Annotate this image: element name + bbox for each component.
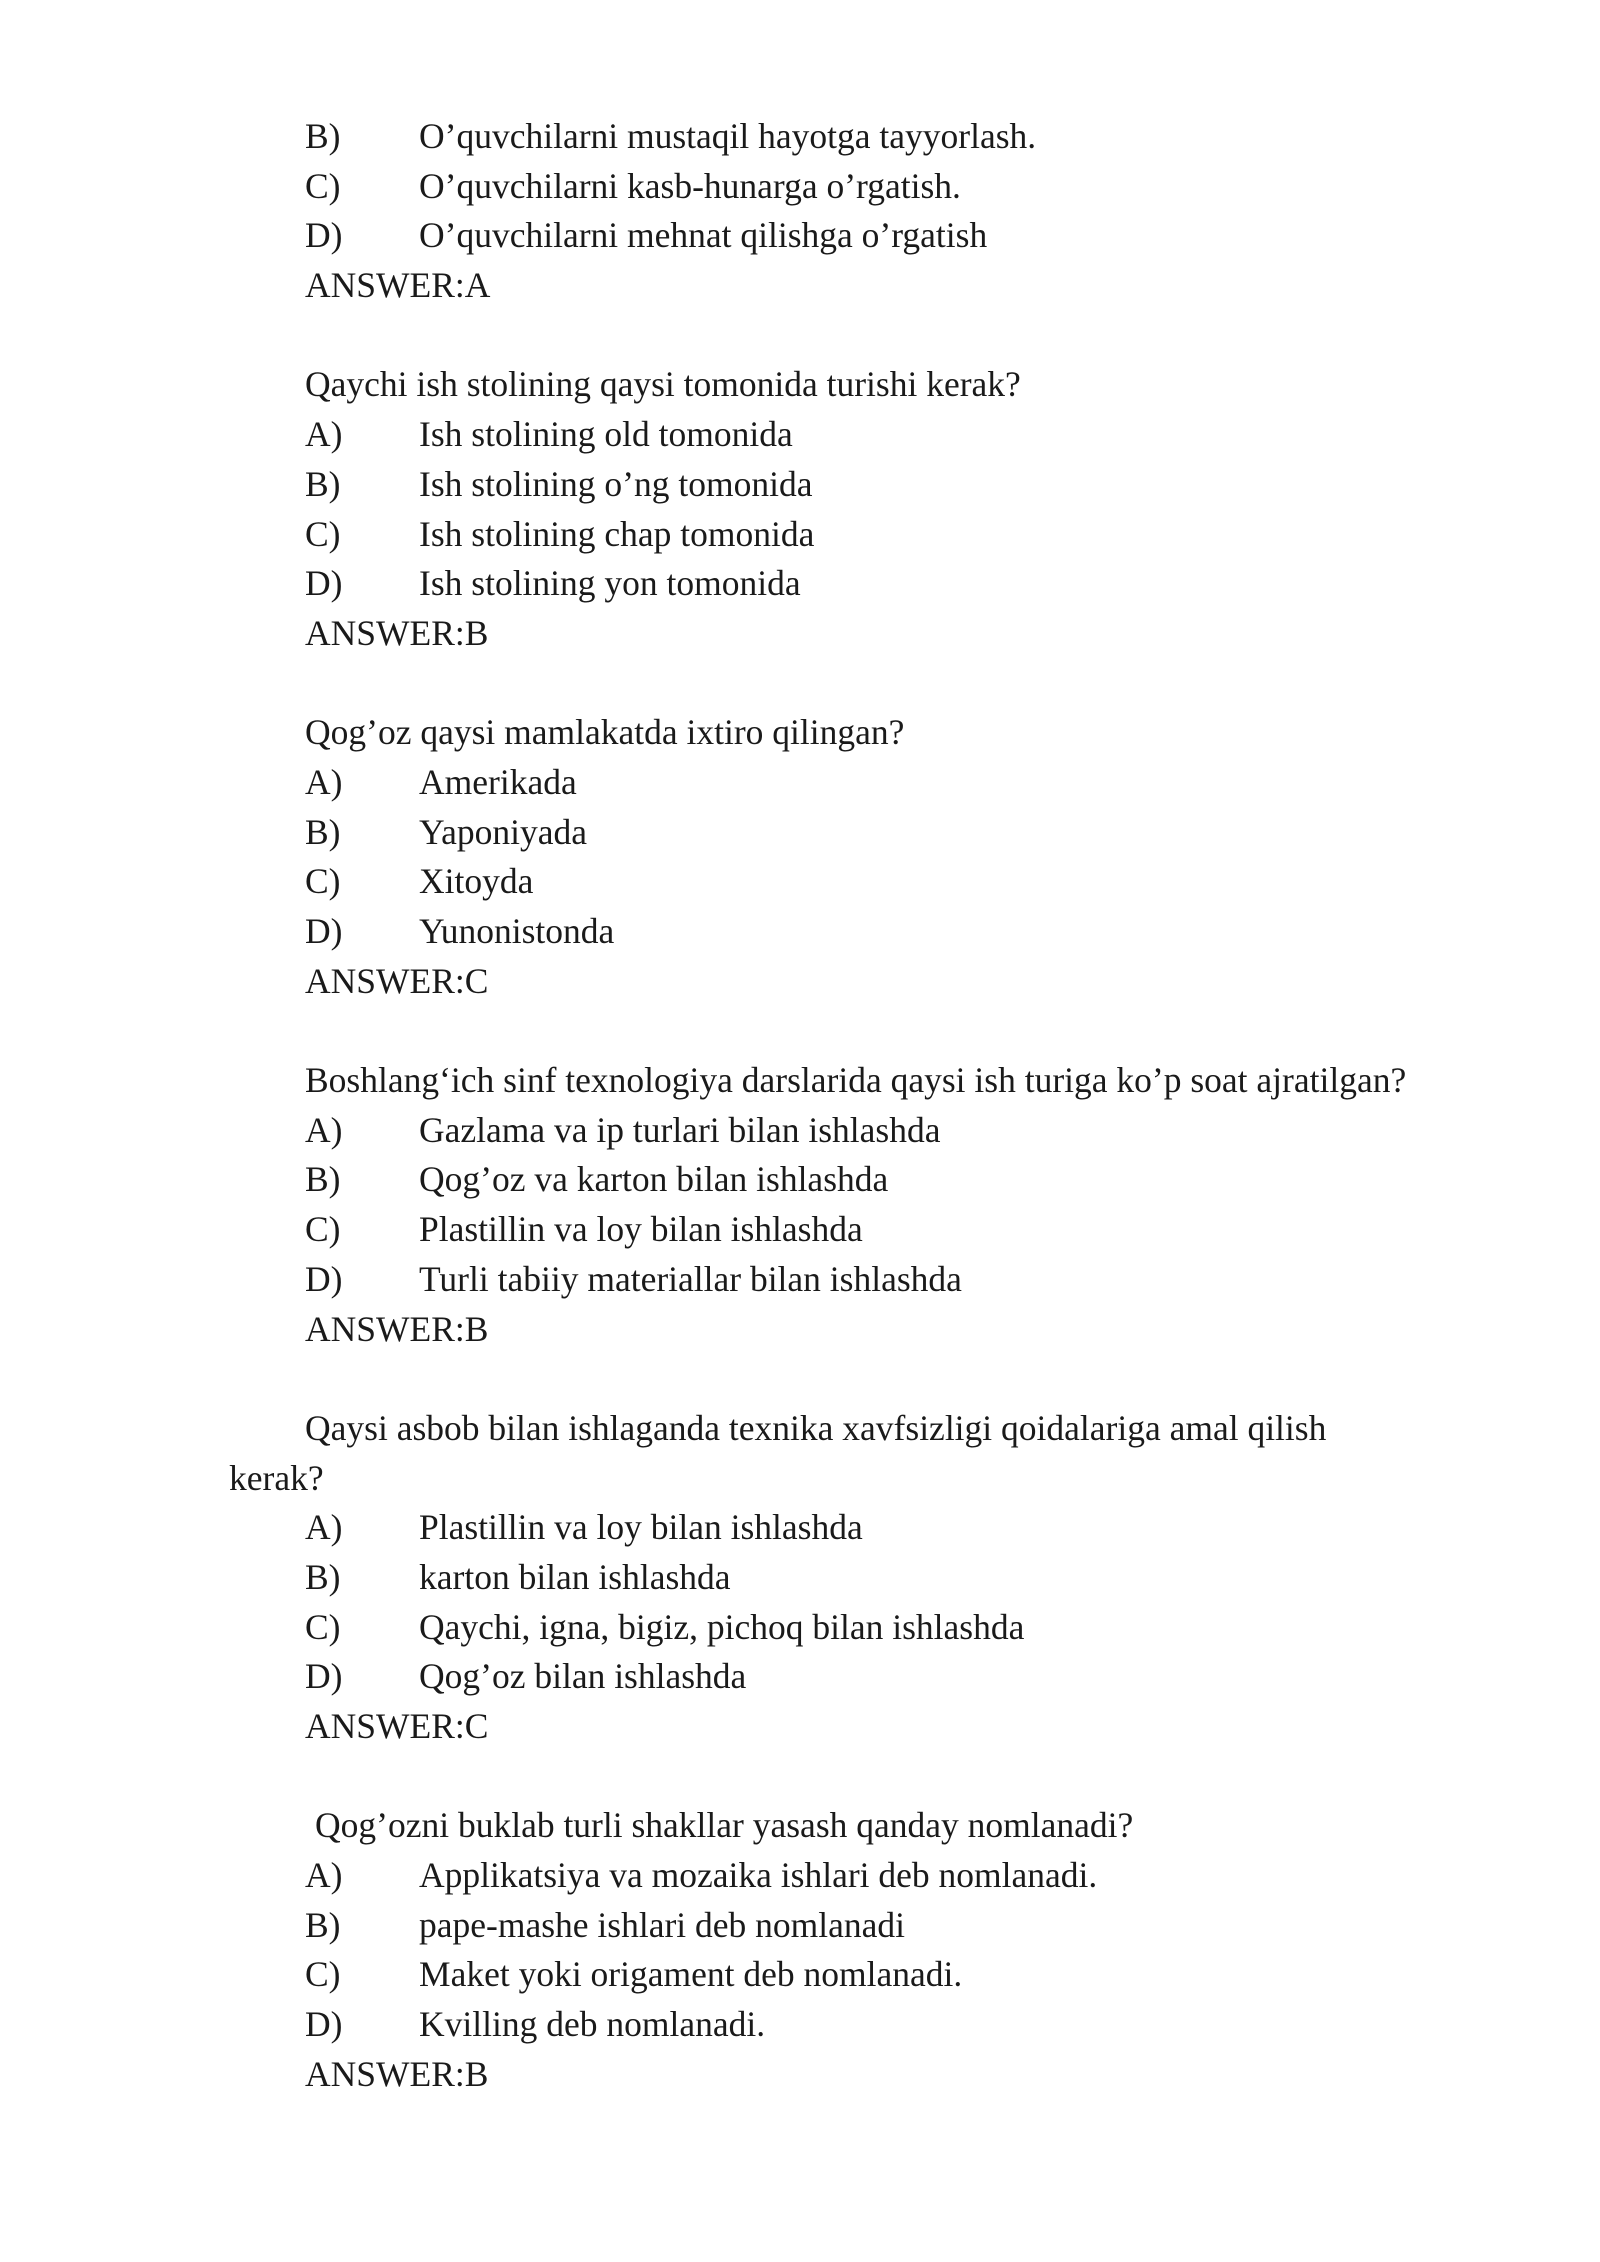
option-letter: A): [305, 761, 343, 802]
option-row: [229, 1155, 1529, 1205]
option-row: [229, 1652, 1529, 1702]
option-letter: B): [305, 463, 341, 504]
option-row: [229, 1950, 1529, 2000]
spacer: [229, 659, 1529, 709]
question-text: Boshlang‘ich sinf texnologiya darslarida qaysi ish turiga ko’p soat ajratilgan?: [305, 1060, 1407, 1101]
option-text: Yunonistonda: [419, 911, 615, 951]
question-text: Qog’ozni buklab turli shakllar yasash qanday nomlanadi?: [315, 1805, 1134, 1846]
question-block: [229, 360, 1529, 658]
option-letter: D): [305, 215, 343, 256]
option-letter: B): [305, 116, 341, 156]
option-row: [229, 1851, 1529, 1901]
spacer: [229, 311, 1529, 361]
option-text: Ish stolining o’ng tomonida: [419, 463, 813, 504]
option-row: [229, 559, 1529, 609]
option-row: [229, 1205, 1529, 1255]
option-letter: D): [305, 1656, 343, 1697]
option-row: [229, 1255, 1529, 1305]
answer-line: ANSWER:B: [305, 2053, 489, 2094]
option-row: [229, 1503, 1529, 1553]
option-letter: A): [305, 1109, 343, 1150]
question-block: [229, 1404, 1529, 1752]
option-letter: C): [305, 513, 341, 554]
question-text-line-1: Qaysi asbob bilan ishlaganda texnika xavfsizligi qoidalariga amal qilish: [305, 1407, 1327, 1448]
option-text: pape-mashe ishlari deb nomlanadi: [419, 1904, 905, 1945]
option-text: Turli tabiiy materiallar bilan ishlashda: [419, 1258, 962, 1299]
option-text: O’quvchilarni kasb-hunarga o’rgatish.: [419, 165, 961, 206]
answer-line: ANSWER:C: [305, 960, 489, 1001]
option-text: Ish stolining chap tomonida: [419, 513, 815, 554]
option-text: Kvilling deb nomlanadi.: [419, 2004, 766, 2045]
option-row: [229, 460, 1529, 510]
question-text-line-2: kerak?: [229, 1457, 324, 1498]
option-row: [229, 1106, 1529, 1156]
option-row: [229, 857, 1529, 907]
answer-line: ANSWER:B: [305, 612, 489, 653]
option-letter: C): [305, 1954, 341, 1995]
option-row: [229, 112, 1529, 162]
option-letter: C): [305, 1209, 341, 1250]
option-text: Maket yoki origament deb nomlanadi.: [419, 1954, 963, 1995]
spacer: [229, 1752, 1529, 1802]
option-letter: C): [305, 861, 341, 902]
option-row: [229, 1603, 1529, 1653]
option-letter: D): [305, 911, 343, 951]
document-body: [229, 112, 1529, 2100]
option-letter: C): [305, 165, 341, 206]
option-text: Ish stolining yon tomonida: [419, 563, 801, 604]
option-letter: B): [305, 1556, 341, 1597]
option-text: Qaychi, igna, bigiz, pichoq bilan ishlashda: [419, 1606, 1025, 1647]
option-letter: A): [305, 1855, 343, 1896]
option-text: Plastillin va loy bilan ishlashda: [419, 1507, 863, 1548]
option-text: O’quvchilarni mehnat qilishga o’rgatish: [419, 215, 988, 256]
option-text: Gazlama va ip turlari bilan ishlashda: [419, 1109, 941, 1150]
option-row: [229, 1553, 1529, 1603]
option-letter: C): [305, 1606, 341, 1647]
question-text: Qaychi ish stolining qaysi tomonida turishi kerak?: [305, 364, 1021, 405]
question-block: [229, 708, 1529, 1006]
option-letter: A): [305, 1507, 343, 1548]
option-letter: B): [305, 811, 341, 852]
spacer: [229, 1354, 1529, 1404]
option-letter: D): [305, 2004, 343, 2045]
option-text: Plastillin va loy bilan ishlashda: [419, 1209, 863, 1250]
option-row: [229, 758, 1529, 808]
option-text: Qog’oz bilan ishlashda: [419, 1656, 747, 1697]
option-text: O’quvchilarni mustaqil hayotga tayyorlash.: [419, 116, 1037, 156]
option-row: [229, 808, 1529, 858]
option-letter: A): [305, 414, 343, 455]
option-row: [229, 162, 1529, 212]
option-letter: D): [305, 563, 343, 604]
option-letter: B): [305, 1159, 341, 1200]
option-text: Amerikada: [419, 761, 577, 802]
question-fragment: [229, 112, 1529, 311]
option-text: Applikatsiya va mozaika ishlari deb nomlanadi.: [419, 1855, 1098, 1896]
option-row: [229, 2000, 1529, 2050]
option-row: [229, 410, 1529, 460]
option-row: [229, 510, 1529, 560]
answer-line: ANSWER:A: [305, 265, 491, 306]
option-text: karton bilan ishlashda: [419, 1556, 731, 1597]
option-letter: B): [305, 1904, 341, 1945]
question-block: [229, 1056, 1529, 1354]
question-block: [229, 1801, 1529, 2099]
option-row: [229, 907, 1529, 957]
option-row: [229, 1901, 1529, 1951]
question-text: Qog’oz qaysi mamlakatda ixtiro qilingan?: [305, 712, 905, 753]
answer-line: ANSWER:C: [305, 1706, 489, 1746]
option-letter: D): [305, 1258, 343, 1299]
spacer: [229, 1006, 1529, 1056]
option-text: Qog’oz va karton bilan ishlashda: [419, 1159, 889, 1200]
option-text: Xitoyda: [419, 861, 534, 902]
option-text: Yaponiyada: [419, 811, 587, 852]
answer-line: ANSWER:B: [305, 1308, 489, 1349]
option-text: Ish stolining old tomonida: [419, 414, 793, 455]
option-row: [229, 211, 1529, 261]
